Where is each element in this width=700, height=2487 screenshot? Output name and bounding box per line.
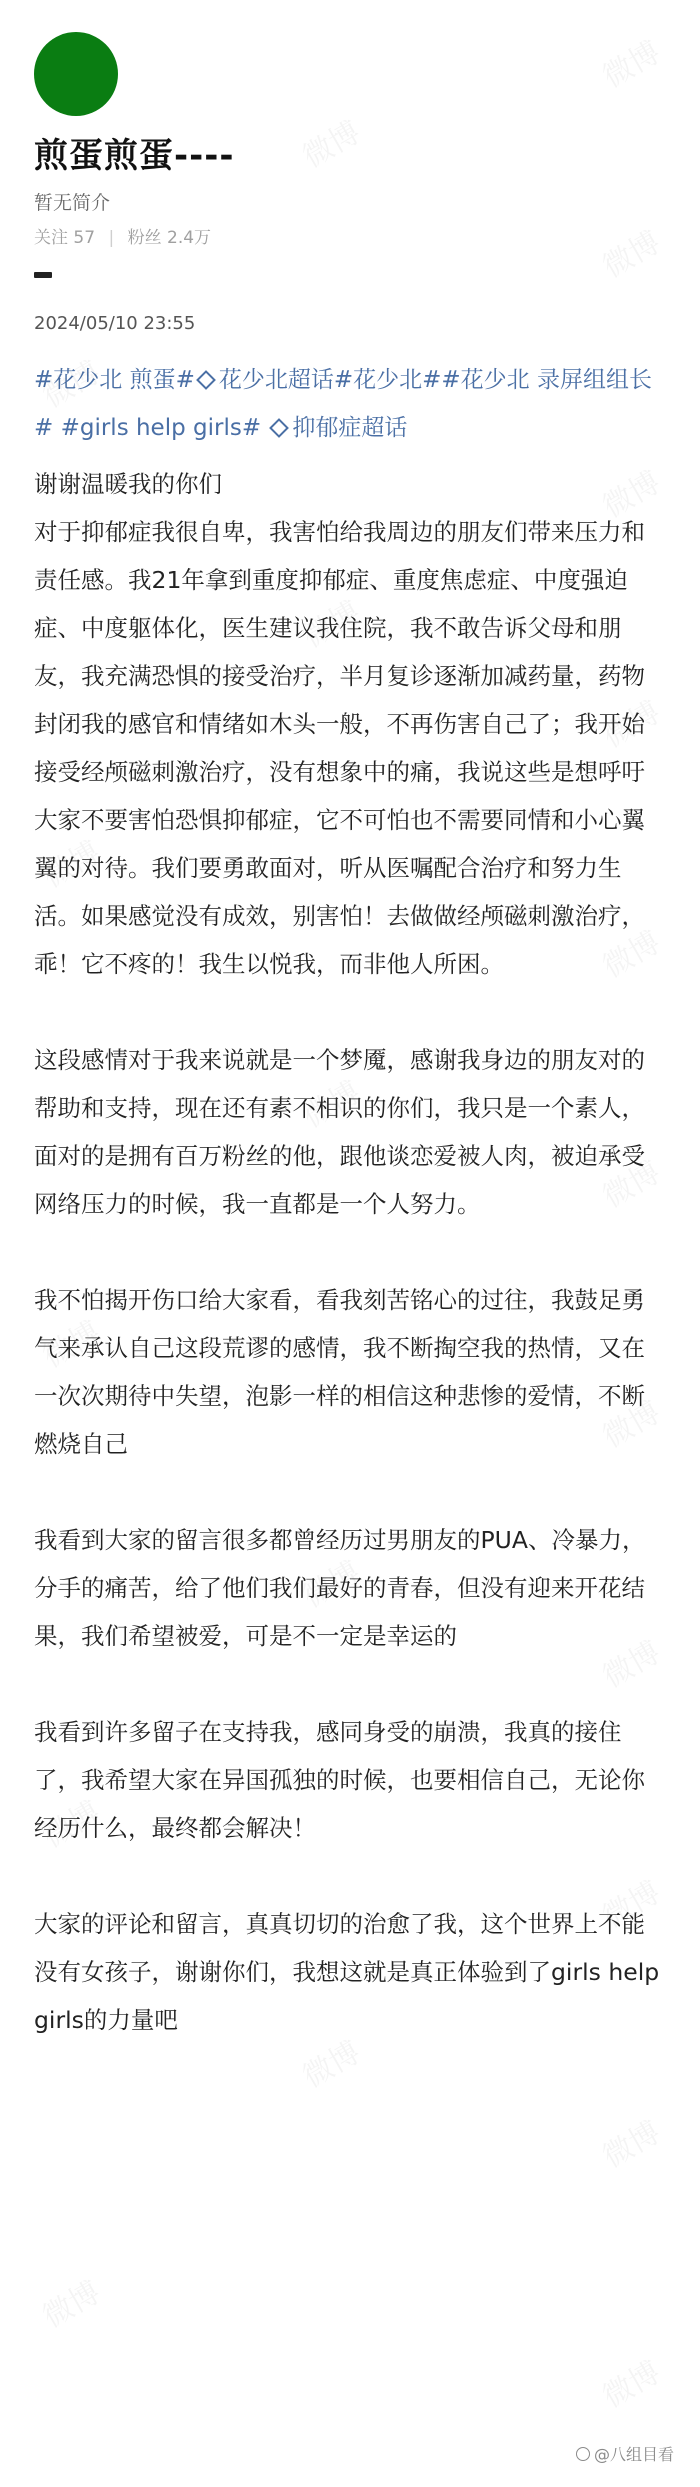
watermark <box>593 28 667 96</box>
post-paragraph: 大家的评论和留言，真真切切的治愈了我，这个世界上不能没有女孩子，谢谢你们，我想这就是真正体验到了girls help girls的力量吧 <box>34 1910 660 2034</box>
username[interactable]: 煎蛋煎蛋---- <box>34 136 235 176</box>
post-paragraph: 我看到大家的留言很多都曾经历过男朋友的PUA、冷暴力，分手的痛苦，给了他们我们最好的青春，但没有迎来开花结果，我们希望被爱，可是不一定是幸运的 <box>34 1526 646 1650</box>
post-paragraph: 我不怕揭开伤口给大家看，看我刻苦铭心的过往，我鼓足勇气来承认自己这段荒谬的感情，我不断掏空我的热情，又在一次次期待中失望，泡影一样的相信这种悲惨的爱情，不断燃烧自己 <box>34 1286 645 1458</box>
stats-divider: | <box>108 228 115 248</box>
topic-tag[interactable]: #花少北 煎蛋# <box>34 367 195 393</box>
dash-icon <box>34 272 52 278</box>
post-date: 2024/05/10 23:55 <box>34 313 196 334</box>
source-label: @八组目看 <box>593 2445 674 2464</box>
following-label: 关注 <box>34 228 68 248</box>
watermark <box>593 2108 667 2176</box>
topic-tag[interactable]: #花少北##花少北 录屏组组长# #girls help girls# <box>34 367 652 441</box>
weibo-logo-icon <box>576 2447 590 2461</box>
post-content <box>34 460 666 2044</box>
post-paragraph: 谢谢温暖我的你们 <box>34 470 222 498</box>
post-paragraph: 这段感情对于我来说就是一个梦魇，感谢我身边的朋友对的帮助和支持，现在还有素不相识的你们，我只是一个素人，面对的是拥有百万粉丝的他，跟他谈恋爱被人肉，被迫承受网络压力的时候，我一直都是一个人努力。 <box>34 1046 645 1218</box>
user-bio: 暂无简介 <box>34 192 111 214</box>
user-stats <box>34 226 666 250</box>
source-watermark <box>576 2442 674 2465</box>
followers-count[interactable]: 2.4万 <box>167 228 212 248</box>
post-paragraph: 对于抑郁症我很自卑，我害怕给我周边的朋友们带来压力和责任感。我21年拿到重度抑郁症、重度焦虑症、中度强迫症、中度躯体化，医生建议我住院，我不敢告诉父母和朋友，我充满恐惧的接受治疗，半月复诊逐渐加减药量，药物封闭我的感官和情绪如木头一般，不再伤害自己了；我开始接受经颅磁刺激治疗，没有想象中的痛，我说这些是想呼吁大家不要害怕恐惧抑郁症，它不可怕也不需要同情和小心翼翼的对待。我们要勇敢面对，听从医嘱配合治疗和努力生活。如果感觉没有成效，别害怕！去做做经颅磁刺激治疗，乖！它不疼的！我生以悦我，而非他人所困。 <box>34 518 645 978</box>
avatar[interactable] <box>34 32 118 116</box>
super-topic-tag[interactable]: 抑郁症超话 <box>292 415 408 441</box>
super-topic-tag[interactable]: 花少北超话 <box>218 367 334 393</box>
super-topic-icon <box>270 418 290 438</box>
post-paragraph: 我看到许多留子在支持我，感同身受的崩溃，我真的接住了，我希望大家在异国孤独的时候，也要相信自己，无论你经历什么，最终都会解决！ <box>34 1718 645 1842</box>
following-count[interactable]: 57 <box>73 228 96 248</box>
post-tags <box>34 356 666 452</box>
watermark <box>593 2348 667 2416</box>
super-topic-icon <box>196 370 216 390</box>
followers-label: 粉丝 <box>127 228 162 248</box>
watermark <box>33 2268 107 2336</box>
